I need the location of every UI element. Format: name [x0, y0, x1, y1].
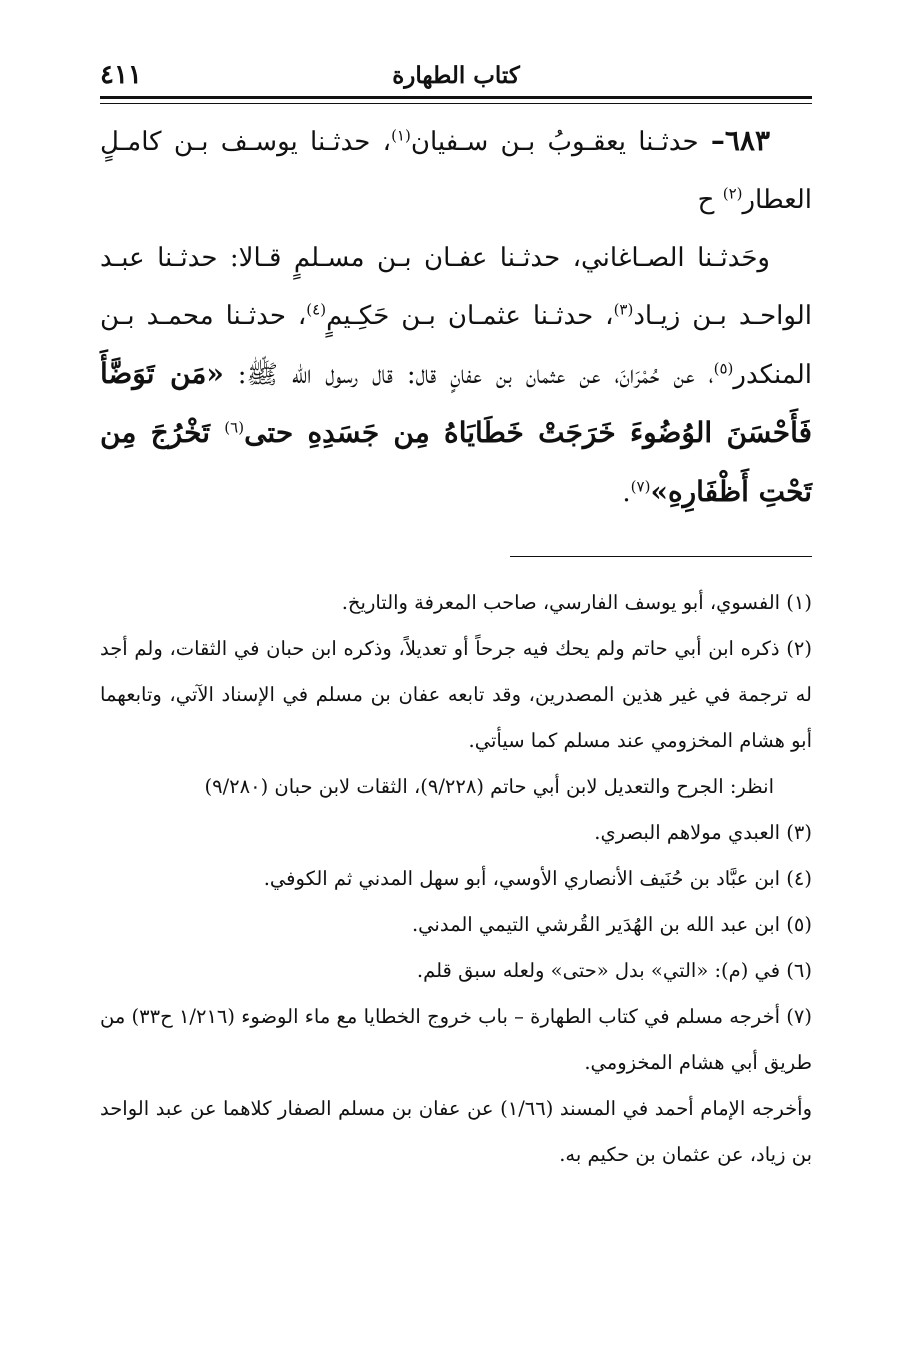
hadith-matn: تَخْرُجَ مِن تَحْتِ أَظْفَارِهِ» [100, 416, 812, 508]
footnote-ref-2: (٢) [722, 184, 743, 203]
running-title: كتاب الطهارة [392, 62, 520, 89]
footnote-ref-4: (٤) [306, 300, 327, 319]
footnote-ref-7: (٧) [630, 477, 651, 496]
hadith-matn: «مَن تَوَضَّأَ فَأَحْسَنَ الوُضُوءَ خَرَجَتْ خَطَايَاهُ مِن جَسَدِهِ حتى [100, 357, 812, 449]
hadith-number: ٦٨٣– [710, 124, 770, 157]
text-run: ، عن حُمْرَانَ، عن عثمان بن عفانٍ قال: قال رسول الله ﷺ: [223, 360, 714, 390]
hadith-isnad-paragraph-2 [100, 229, 812, 522]
text-run: ، حدثـنا يوسـف بـن كامـلٍ العطار [100, 127, 812, 215]
header-rule-thick [100, 96, 812, 99]
hadith-isnad-paragraph-1 [100, 112, 812, 229]
header-rule-thin [100, 103, 812, 104]
footnote-ref-1: (١) [391, 126, 411, 145]
footnote-7-continued: وأخرجه الإمام أحمد في المسند (١/٦٦) عن عفان بن مسلم الصفار كلاهما عن عبد الواحد بن زياد، عن عثمان بن حكيم به. [100, 1097, 812, 1166]
page-number: ٤١١ [100, 60, 142, 90]
main-text [100, 112, 812, 522]
text-run: حدثـنا يعقـوبُ بـن سـفيان [410, 127, 699, 157]
footnote-7: (٧) أخرجه مسلم في كتاب الطهارة – باب خروج الخطايا مع ماء الوضوء (١/٢١٦ ح٣٣) من طريق أبي هشام المخزومي. [100, 1005, 812, 1074]
footnote-ref-3: (٣) [613, 300, 634, 319]
page-header [100, 58, 812, 98]
footnote-2: (٢) ذكره ابن أبي حاتم ولم يحك فيه جرحاً أو تعديلاً، وذكره ابن حبان في الثقات، ولم أجد له ترجمة في غير هذين المصدرين، وقد تابعه عفان بن مسلم في الإسناد الآتي، وتابعهما أبو هشام المخزومي عند مسلم كما سيأتي. [100, 637, 812, 752]
text-run: . [622, 478, 631, 508]
footnote-3: (٣) العبدي مولاهم البصري. [594, 821, 812, 844]
footnote-1: (١) الفسوي، أبو يوسف الفارسي، صاحب المعرفة والتاريخ. [341, 591, 812, 614]
footnotes [100, 580, 812, 1178]
footnote-ref-6: (٦) [224, 418, 245, 437]
text-run: ، حدثـنا عثمـان بـن حَكِـيمٍ [326, 301, 614, 331]
footnote-5: (٥) ابن عبد الله بن الهُدَير القُرشي التيمي المدني. [411, 913, 812, 936]
text-run: وحَدثـنا الصـاغاني، حدثـنا عفـان بـن مسـلمٍ قـالا: حدثـنا عبـد الواحـد بـن زيـاد [100, 243, 812, 331]
footnote-separator [510, 556, 812, 557]
text-run: ، حدثـنا محمـد بـن المنكدر [100, 301, 812, 390]
footnote-ref-5: (٥) [713, 359, 734, 378]
text-run: ح [697, 185, 723, 215]
footnote-4: (٤) ابن عبَّاد بن حُنَيف الأنصاري الأوسي، أبو سهل المدني ثم الكوفي. [263, 867, 812, 890]
footnote-6: (٦) في (م): «التي» بدل «حتى» ولعله سبق قلم. [416, 959, 812, 982]
footnote-2-reference: انظر: الجرح والتعديل لابن أبي حاتم (٩/٢٢٨)، الثقات لابن حبان (٩/٢٨٠) [204, 775, 774, 798]
